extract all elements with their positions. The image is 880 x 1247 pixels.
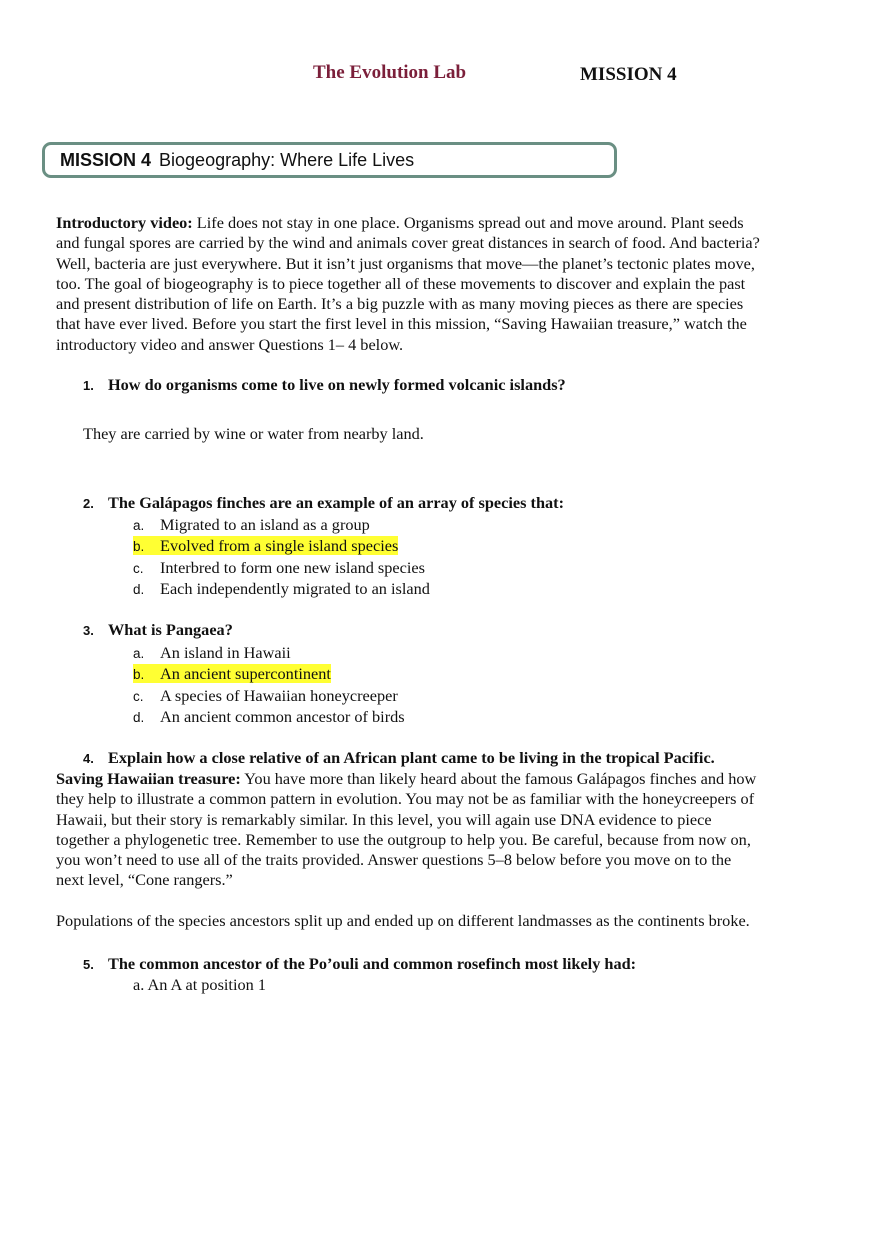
saving-line: they help to illustrate a common pattern in evolution. You may not be as familiar with the honeycreepers of (56, 789, 755, 809)
option-text: An island in Hawaii (160, 643, 291, 662)
option-text: A species of Hawaiian honeycreeper (160, 685, 398, 705)
mission-label: MISSION 4 (60, 150, 152, 170)
intro-line: too. The goal of biogeography is to piece together all of these movements to discover and explain the past (56, 273, 746, 293)
question-2-options (133, 515, 430, 600)
question-3 (83, 620, 233, 640)
intro-paragraph (56, 213, 760, 355)
option-letter: d. (133, 709, 145, 725)
option-letter: c. (133, 688, 144, 704)
saving-line: next level, “Cone rangers.” (56, 870, 233, 890)
option-c (133, 686, 405, 707)
intro-line: Well, bacteria are just everywhere. But it isn’t just organisms that move—the planet’s tectonic plates move, (56, 253, 755, 273)
option-letter: a. (133, 518, 145, 533)
intro-line: that have ever lived. Before you start the first level in this mission, “Saving Hawaiian treasure,” watch the (56, 314, 747, 334)
option-letter: b. (133, 539, 145, 555)
option-text: An ancient supercontinent (160, 664, 331, 684)
option-a (133, 643, 405, 664)
option-c (133, 558, 430, 579)
lab-title: The Evolution Lab (313, 62, 467, 83)
question-text: How do organisms come to live on newly formed volcanic islands? (108, 375, 566, 394)
question-text: What is Pangaea? (108, 620, 233, 639)
question-2 (83, 493, 564, 513)
intro-line: and fungal spores are carried by the wind and animals cover great distances in search of food. And bacteria? (56, 233, 760, 253)
option-b-selected (133, 536, 430, 557)
question-text: Explain how a close relative of an African plant came to be living in the tropical Pacific. (108, 748, 715, 767)
question-1 (83, 375, 566, 395)
option-letter: a. (133, 646, 145, 661)
option-text: An ancient common ancestor of birds (160, 706, 405, 726)
mission-title: Biogeography: Where Life Lives (159, 150, 415, 170)
intro-line: Life does not stay in one place. Organisms spread out and move around. Plant seeds (192, 213, 744, 232)
question-5 (83, 954, 636, 974)
intro-line: introductory video and answer Questions 1– 4 below. (56, 334, 404, 354)
option-text: Evolved from a single island species (160, 536, 399, 556)
option-text: Each independently migrated to an island (160, 578, 430, 598)
saving-line: you won’t need to use all of the traits provided. Answer questions 5–8 below before you move on to the (56, 850, 732, 870)
intro-lead: Introductory video: (56, 213, 193, 232)
answer-1: They are carried by wine or water from nearby land. (83, 424, 424, 443)
saving-lead: Saving Hawaiian treasure: (56, 769, 241, 788)
question-3-options (133, 643, 405, 728)
question-number: 3. (83, 623, 94, 638)
intro-line: and present distribution of life on Earth. It’s a big puzzle with as many moving pieces as there are species (56, 294, 744, 314)
option-d (133, 707, 405, 728)
saving-line: You have more than likely heard about the famous Galápagos finches and how (240, 769, 757, 788)
saving-paragraph (56, 769, 756, 891)
option-text: Migrated to an island as a group (160, 515, 370, 534)
question-4 (83, 748, 715, 768)
option-letter: b. (133, 667, 145, 683)
saving-line: Hawaii, but their story is remarkably similar. In this level, you will again use DNA evidence to piece (56, 809, 712, 829)
question-number: 4. (83, 751, 94, 766)
option-d (133, 579, 430, 600)
answer-5: a. An A at position 1 (133, 975, 266, 994)
question-text: The Galápagos finches are an example of an array of species that: (108, 493, 564, 512)
question-number: 1. (83, 378, 94, 393)
question-text: The common ancestor of the Po’ouli and common rosefinch most likely had: (108, 954, 637, 973)
option-letter: d. (133, 581, 145, 597)
option-letter: c. (133, 560, 144, 576)
question-number: 2. (83, 496, 94, 511)
mission-header: MISSION 4 (580, 64, 677, 85)
option-a (133, 515, 430, 536)
mission-title-box (42, 142, 617, 178)
question-number: 5. (83, 957, 94, 972)
answer-4: Populations of the species ancestors split up and ended up on different landmasses as the continents broke. (56, 911, 750, 930)
option-text: Interbred to form one new island species (160, 557, 425, 577)
option-b-selected (133, 664, 405, 685)
saving-line: together a phylogenetic tree. Remember to use the outgroup to help you. Be careful, because from now on, (56, 829, 751, 849)
